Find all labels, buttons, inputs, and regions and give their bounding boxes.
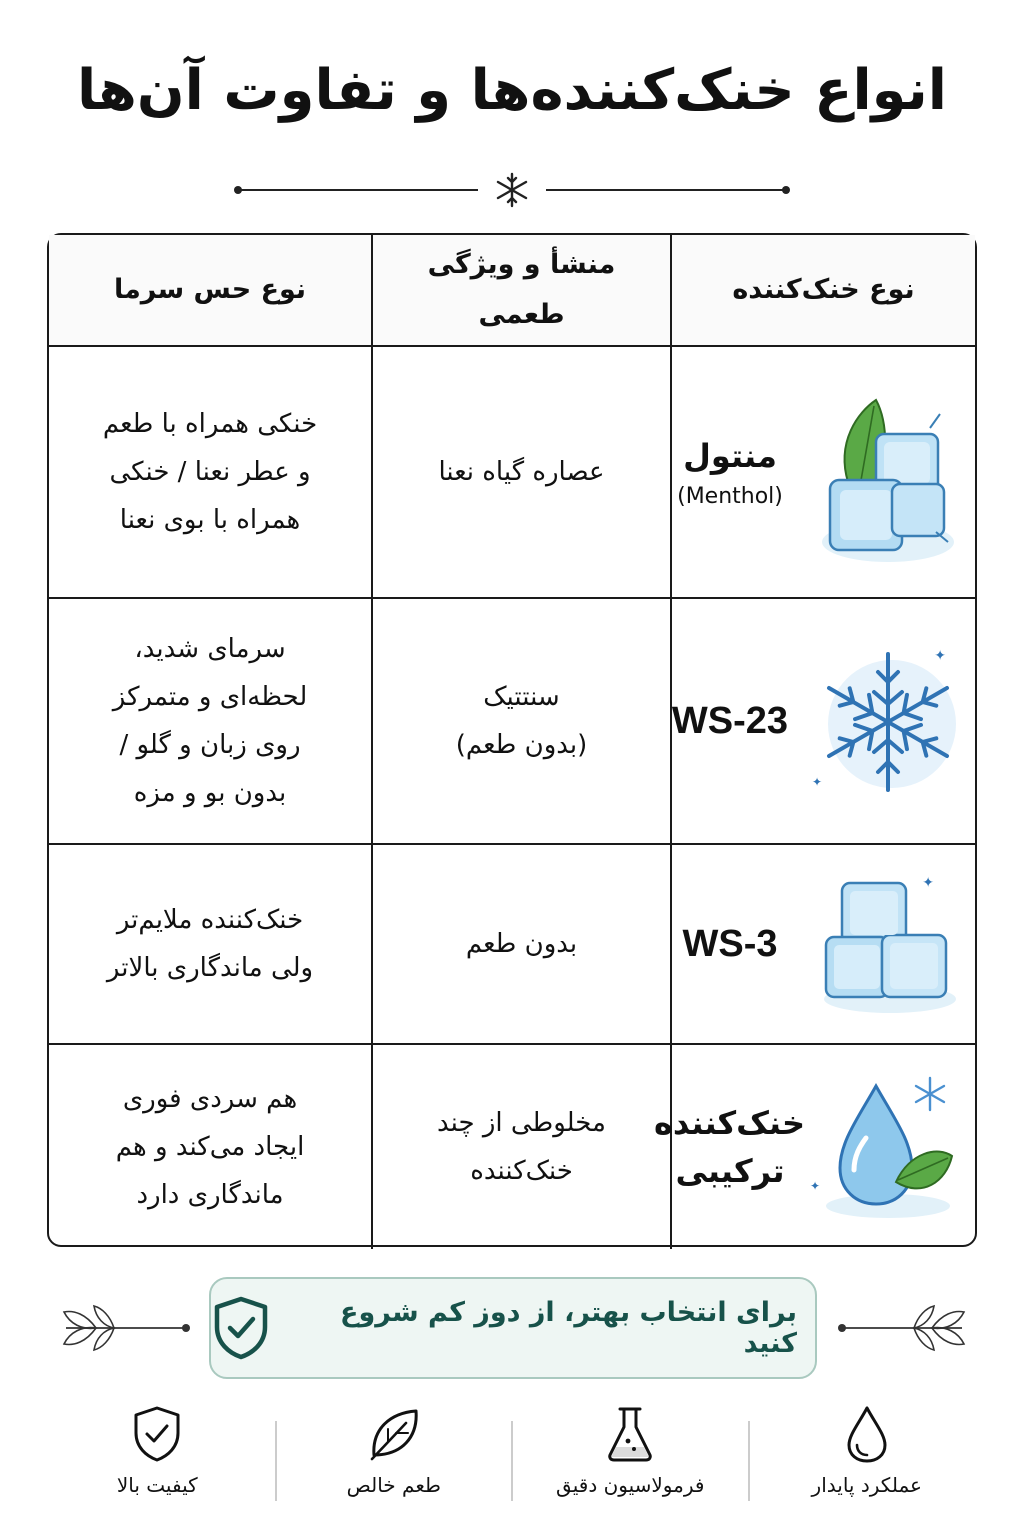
tip-text: برای انتخاب بهتر، از دوز کم شروع کنید [340, 1297, 797, 1359]
ice-cubes-mint-icon [813, 372, 963, 572]
sensation-line: لحظه‌ای و متمرکز [112, 681, 308, 712]
snowflake-divider [234, 172, 790, 208]
header-type: نوع خنک‌کننده [670, 235, 975, 345]
header-sensation: نوع حس سرما [113, 274, 307, 306]
sprig-left-decoration [56, 1300, 192, 1356]
svg-text:✦: ✦ [811, 775, 822, 789]
coolant-name [655, 432, 805, 513]
sensation-line: ماندگاری دارد [136, 1180, 284, 1211]
origin-line: خنک‌کننده [470, 1156, 573, 1186]
coolant-name-text: منتول [683, 436, 777, 475]
table-row [49, 845, 975, 1045]
feature-label: فرمولاسیون دقیق [556, 1473, 705, 1497]
ice-cubes-icon [813, 844, 963, 1044]
svg-text:✦: ✦ [934, 648, 946, 664]
svg-text:✦: ✦ [809, 1179, 820, 1193]
water-drop-leaf-icon [809, 1047, 963, 1247]
page-title: انواع خنک‌کننده‌ها و تفاوت آن‌ها [77, 58, 947, 123]
shield-check-icon [131, 1405, 183, 1463]
origin-cell: عصاره گیاه نعنا [371, 347, 670, 597]
origin-line: سنتتیک [483, 681, 560, 712]
features-bar [40, 1405, 984, 1515]
table-row [49, 599, 975, 845]
table-header-row [49, 235, 975, 347]
sensation-cell [49, 599, 371, 843]
coolant-name-line: ترکیبی [675, 1152, 785, 1190]
sensation-line: خنکی همراه با طعم [102, 408, 318, 439]
sensation-line: روی زبان و گلو / [119, 730, 301, 760]
feature-item [40, 1405, 275, 1515]
coolant-name-line: خنک‌کننده [654, 1104, 805, 1142]
feature-item [750, 1405, 985, 1515]
leaf-icon [366, 1405, 422, 1463]
type-cell [654, 1045, 975, 1249]
sensation-line: همراه با بوی نعنا [119, 505, 301, 536]
coolant-name: WS-23 [671, 699, 789, 742]
sensation-line: ایجاد می‌کند و هم [115, 1131, 305, 1162]
sensation-line: سرمای شدید، [134, 633, 286, 664]
coolant-name [655, 1099, 805, 1195]
sensation-cell [49, 347, 371, 597]
shield-check-icon [211, 1295, 271, 1361]
flask-icon [604, 1405, 656, 1463]
sensation-line: بدون بو و مزه [133, 778, 287, 809]
sensation-line: هم سردی فوری [122, 1083, 298, 1114]
drop-icon [845, 1405, 889, 1463]
origin-cell [371, 1045, 670, 1249]
tip-banner [209, 1277, 817, 1379]
feature-label: طعم خالص [346, 1473, 441, 1497]
origin-line: (بدون طعم) [455, 730, 588, 760]
sensation-line: و عطر نعنا / خنکی [109, 456, 311, 487]
sensation-line: خنک‌کننده ملایم‌تر [116, 904, 304, 935]
feature-item [277, 1405, 512, 1515]
feature-label: کیفیت بالا [116, 1473, 198, 1497]
coolant-subtitle: (Menthol) [677, 483, 783, 509]
sensation-cell [49, 845, 371, 1043]
type-cell [670, 599, 975, 843]
coolant-name: WS-3 [682, 922, 778, 965]
table-row [49, 1045, 975, 1249]
svg-text:✦: ✦ [922, 875, 934, 891]
origin-line: مخلوطی از چند [437, 1107, 606, 1138]
snowflake-icon [813, 621, 963, 821]
origin-cell: بدون طعم [371, 845, 670, 1043]
table-row [49, 347, 975, 599]
type-cell [670, 845, 975, 1043]
sensation-cell [49, 1045, 371, 1249]
feature-label: عملکرد پایدار [811, 1473, 922, 1497]
feature-item [513, 1405, 748, 1515]
header-origin: منشأ و ویژگی طعمی [371, 235, 670, 345]
coolants-table [47, 233, 977, 1247]
sensation-line: ولی ماندگاری بالاتر [106, 953, 314, 983]
type-cell [670, 347, 975, 597]
origin-cell [371, 599, 670, 843]
sprig-right-decoration [836, 1300, 972, 1356]
